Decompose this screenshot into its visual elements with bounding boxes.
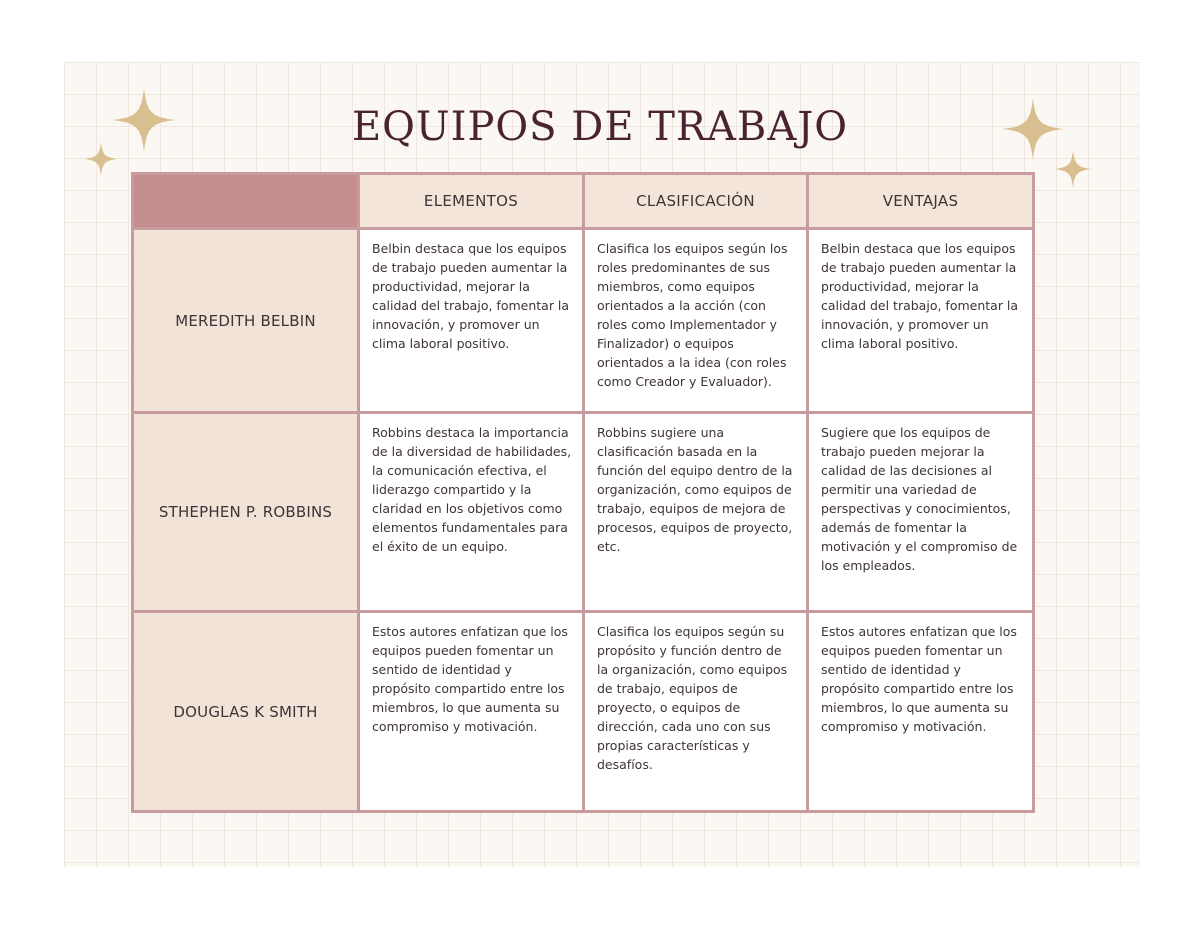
table-row (133, 413, 1034, 612)
header-row (133, 174, 1034, 229)
column-header-ventajas: VENTAJAS (808, 174, 1034, 229)
comparison-table (131, 172, 1035, 813)
table-cell-clasificacion: Clasifica los equipos según los roles predominantes de sus miembros, como equipos orientados a la acción (con roles como Implementador y Finalizador) o equipos orientados a la idea (con roles como Creador y Evaluador). (584, 229, 808, 413)
table-cell-ventajas: Belbin destaca que los equipos de trabajo pueden aumentar la productividad, mejorar la calidad del trabajo, fomentar la innovación, y promover un clima laboral positivo. (808, 229, 1034, 413)
sparkle-icon-small-right (1054, 150, 1092, 188)
table-cell-clasificacion: Clasifica los equipos según su propósito y función dentro de la organización, como equipos de trabajo, equipos de proyecto, o equipos de dirección, cada uno con sus propias características y desafíos. (584, 612, 808, 812)
page-title: EQUIPOS DE TRABAJO (351, 104, 849, 150)
table-cell-clasificacion: Robbins sugiere una clasificación basada en la función del equipo dentro de la organización, como equipos de trabajo, equipos de mejora de procesos, equipos de proyecto, etc. (584, 413, 808, 612)
table-cell-elementos: Belbin destaca que los equipos de trabajo pueden aumentar la productividad, mejorar la calidad del trabajo, fomentar la innovación, y promover un clima laboral positivo. (359, 229, 584, 413)
table-cell-elementos: Robbins destaca la importancia de la diversidad de habilidades, la comunicación efectiva, el liderazgo compartido y la claridad en los objetivos como elementos fundamentales para el éxito de un equipo. (359, 413, 584, 612)
row-header-author: STHEPHEN P. ROBBINS (133, 413, 359, 612)
table-row (133, 612, 1034, 812)
table-row (133, 229, 1034, 413)
table-cell-elementos: Estos autores enfatizan que los equipos pueden fomentar un sentido de identidad y propósito compartido entre los miembros, lo que aumenta su compromiso y motivación. (359, 612, 584, 812)
table-cell-ventajas: Estos autores enfatizan que los equipos pueden fomentar un sentido de identidad y propósito compartido entre los miembros, lo que aumenta su compromiso y motivación. (808, 612, 1034, 812)
column-header-clasificacion: CLASIFICACIÓN (584, 174, 808, 229)
row-header-author: DOUGLAS K SMITH (133, 612, 359, 812)
column-header-elementos: ELEMENTOS (359, 174, 584, 229)
row-header-author: MEREDITH BELBIN (133, 229, 359, 413)
table-cell-ventajas: Sugiere que los equipos de trabajo pueden mejorar la calidad de las decisiones al permitir una variedad de perspectivas y conocimientos, además de fomentar la motivación y el compromiso de los empleados. (808, 413, 1034, 612)
corner-cell (133, 174, 359, 229)
